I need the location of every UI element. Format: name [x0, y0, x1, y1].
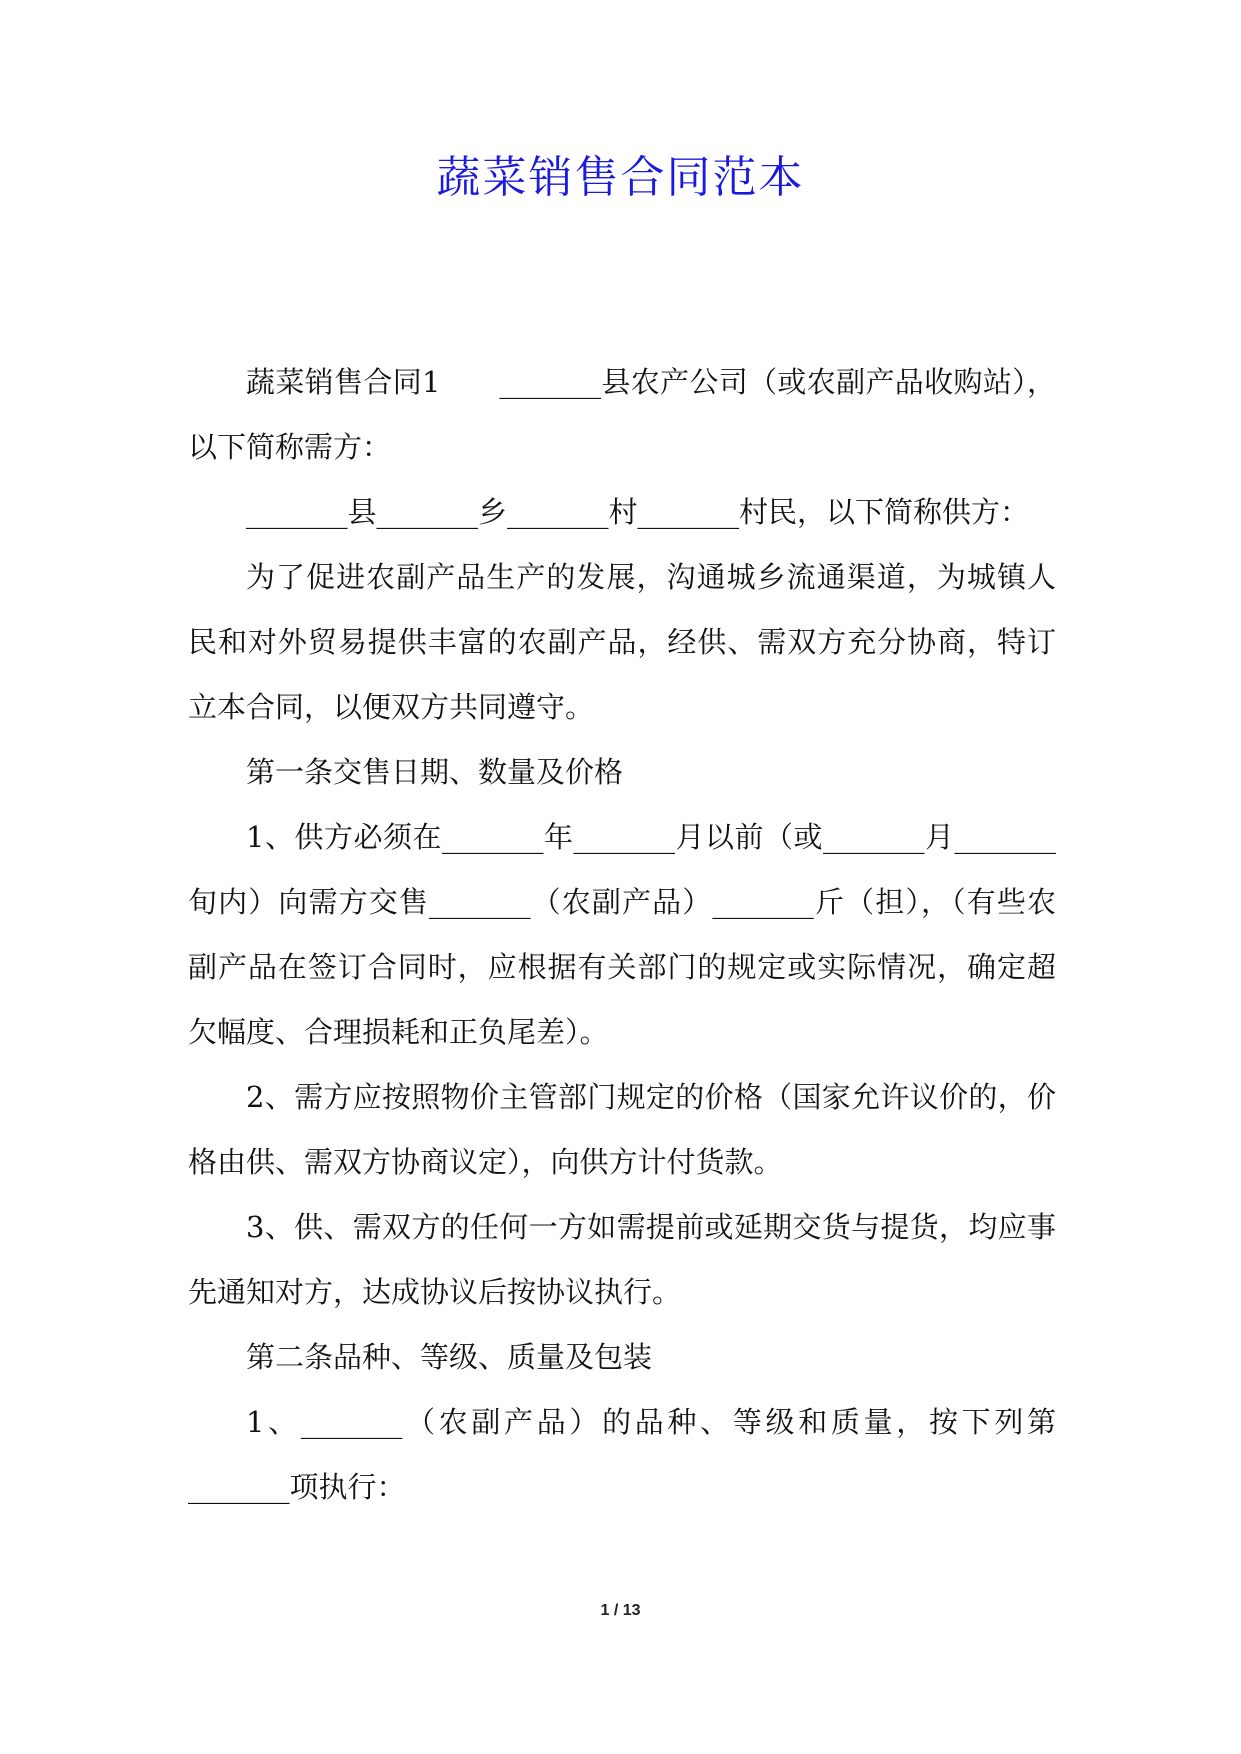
- section-heading: 第一条交售日期、数量及价格: [246, 755, 624, 789]
- paragraph: _______县_______乡_______村_______村民，以下简称供方：: [246, 495, 1030, 529]
- section-heading: 第二条品种、等级、质量及包装: [246, 1340, 653, 1374]
- paragraph: 1、_______（农副产品）的品种、等级和质量，按下列第_______项执行：: [188, 1405, 1056, 1504]
- paragraph: 蔬菜销售合同1 _______县农产公司（或农副产品收购站），以下简称需方：: [188, 365, 1056, 464]
- paragraph: 1、供方必须在_______年_______月以前（或_______月_______旬内）向需方交售_______（农副产品）_______斤（担），（有些农副产品在签订合同时，应根据有关部门的规定或实际情况，确定超欠幅度、合理损耗和正负尾差）。: [188, 820, 1056, 1049]
- document-title: 蔬菜销售合同范本: [436, 152, 805, 203]
- paragraph: 为了促进农副产品生产的发展，沟通城乡流通渠道，为城镇人民和对外贸易提供丰富的农副产品，经供、需双方充分协商，特订立本合同，以便双方共同遵守。: [188, 560, 1056, 724]
- paragraph: 2、需方应按照物价主管部门规定的价格（国家允许议价的，价格由供、需双方协商议定），向供方计付货款。: [188, 1080, 1056, 1179]
- page-number: 1 / 13: [600, 1602, 641, 1619]
- document-body: [188, 350, 1056, 1520]
- paragraph: 3、供、需双方的任何一方如需提前或延期交货与提货，均应事先通知对方，达成协议后按协议执行。: [188, 1210, 1056, 1309]
